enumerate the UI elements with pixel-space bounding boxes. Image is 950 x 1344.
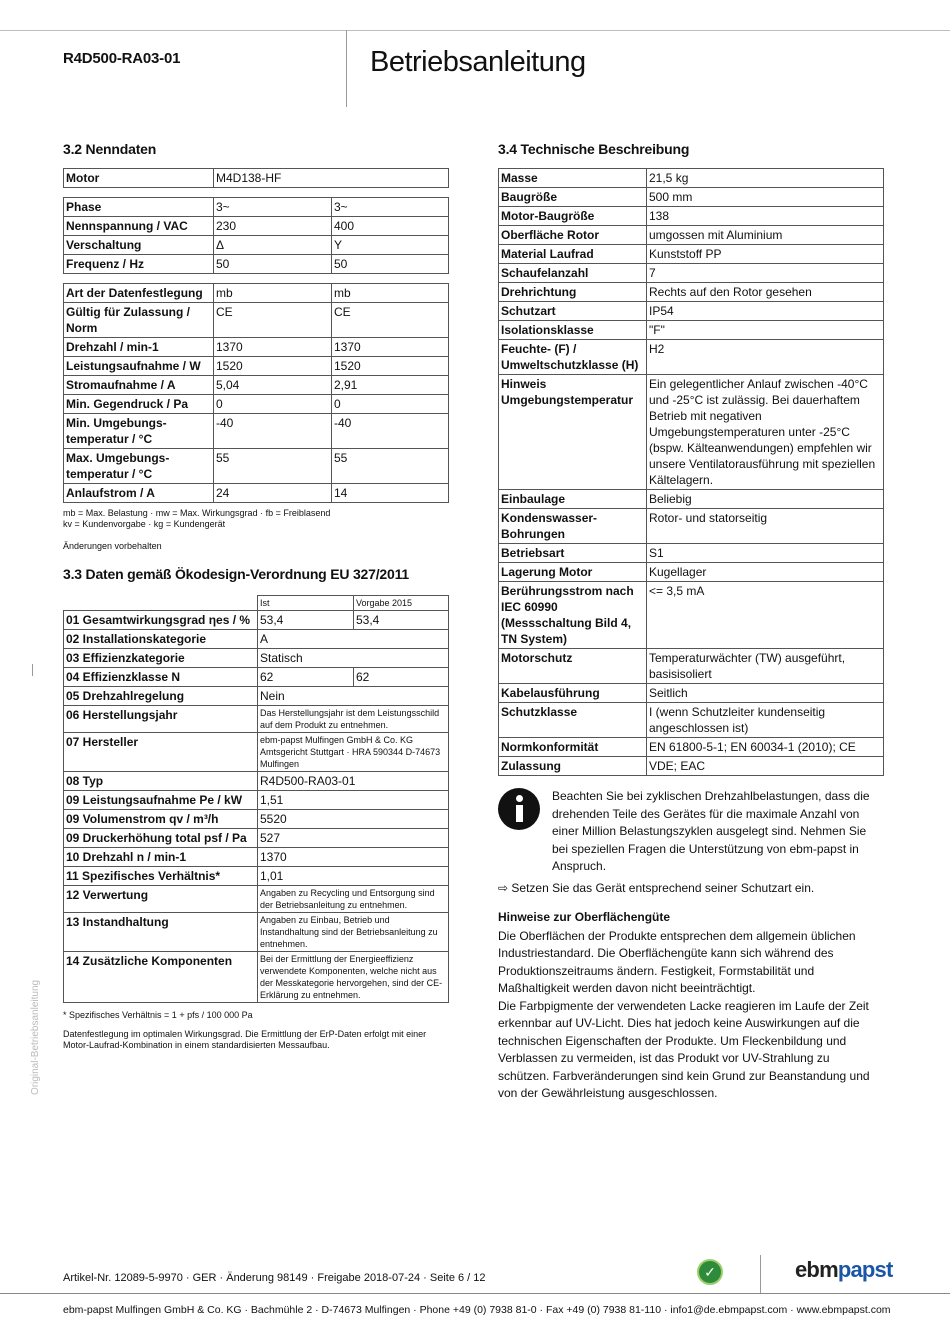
row-value: 138	[647, 207, 884, 226]
row-label: 01 Gesamtwirkungsgrad ηes / %	[64, 611, 258, 630]
info-box	[498, 788, 884, 876]
value-400v: 1520	[332, 357, 449, 376]
table-row	[64, 649, 449, 668]
footer-separator	[760, 1255, 761, 1293]
row-label: Phase	[64, 198, 214, 217]
value-230v: 1370	[214, 338, 332, 357]
footer-rule	[0, 1293, 950, 1294]
row-label: 12 Verwertung	[64, 886, 258, 913]
table-row	[499, 703, 884, 738]
info-icon	[498, 788, 540, 830]
row-value: 7	[647, 264, 884, 283]
row-label: 05 Drehzahlregelung	[64, 687, 258, 706]
changes-note: Änderungen vorbehalten	[63, 541, 162, 551]
value-ist: A	[258, 630, 449, 649]
value-ist: 53,4	[258, 611, 354, 630]
table-row	[64, 376, 449, 395]
row-value: Kunststoff PP	[647, 245, 884, 264]
row-value: <= 3,5 mA	[647, 582, 884, 649]
table-row	[64, 236, 449, 255]
row-label: 13 Instandhaltung	[64, 913, 258, 952]
table-row	[64, 484, 449, 503]
table-row	[499, 684, 884, 703]
row-label: Lagerung Motor	[499, 563, 647, 582]
green-tech-icon: ✓	[697, 1259, 723, 1285]
table-row	[64, 772, 449, 791]
table-row	[499, 375, 884, 490]
table-row	[64, 706, 449, 733]
row-value: Rotor- und statorseitig	[647, 509, 884, 544]
side-label: Original-Betriebsanleitung	[30, 979, 41, 1095]
value-400v: 55	[332, 449, 449, 484]
row-label: Oberfläche Rotor	[499, 226, 647, 245]
row-label: Schaufelanzahl	[499, 264, 647, 283]
table-row	[64, 829, 449, 848]
table-row	[64, 630, 449, 649]
instruction-line: ⇨ Setzen Sie das Gerät entsprechend seiner Schutzart ein.	[498, 880, 815, 895]
table-row	[64, 395, 449, 414]
table-row	[64, 303, 449, 338]
value-ist: Statisch	[258, 649, 449, 668]
row-label: 07 Hersteller	[64, 733, 258, 772]
abbrev-line-1: mb = Max. Belastung · mw = Max. Wirkungsgrad · fb = Freiblasend	[63, 508, 331, 518]
value-vorgabe: 62	[354, 668, 449, 687]
value-vorgabe: 53,4	[354, 611, 449, 630]
value-400v: 2,91	[332, 376, 449, 395]
table-row	[499, 207, 884, 226]
table-row	[64, 791, 449, 810]
row-label: 09 Volumenstrom qv / m³/h	[64, 810, 258, 829]
section-heading-technik: 3.4 Technische Beschreibung	[498, 141, 690, 157]
value-ist: R4D500-RA03-01	[258, 772, 449, 791]
table-row	[499, 321, 884, 340]
row-label: Masse	[499, 169, 647, 188]
value-400v: Y	[332, 236, 449, 255]
row-value: Ein gelegentlicher Anlauf zwischen -40°C und -25°C ist zulässig. Bei dauerhaftem Betrieb mit negativen Umgebungstemperaturen unter -25°C (bspw. Kälteanwendungen) empfehlen wir unsere Ventilatorausführung mit speziellen Kältelagern.	[647, 375, 884, 490]
row-label: 10 Drehzahl n / min-1	[64, 848, 258, 867]
row-label: 02 Installationskategorie	[64, 630, 258, 649]
row-value: Seitlich	[647, 684, 884, 703]
model-number: R4D500-RA03-01	[63, 50, 181, 67]
erp-note: Datenfestlegung im optimalen Wirkungsgrad. Die Ermittlung der ErP-Daten erfolgt mit einer Motor-Laufrad-Kombination in einem standardisierten Messaufbau.	[63, 1029, 427, 1050]
row-value: I (wenn Schutzleiter kundenseitig angeschlossen ist)	[647, 703, 884, 738]
value-230v: CE	[214, 303, 332, 338]
table-row	[64, 733, 449, 772]
row-value: H2	[647, 340, 884, 375]
row-label: Gültig für Zulassung / Norm	[64, 303, 214, 338]
value-400v: 0	[332, 395, 449, 414]
row-value: S1	[647, 544, 884, 563]
table-row	[499, 544, 884, 563]
value-ist: 1370	[258, 848, 449, 867]
table-row	[499, 302, 884, 321]
row-label: Isolationsklasse	[499, 321, 647, 340]
value-ist: ebm-papst Mulfingen GmbH & Co. KG Amtsgericht Stuttgart · HRA 590344 D-74673 Mulfingen	[258, 733, 449, 772]
value-ist: Angaben zu Recycling und Entsorgung sind der Betriebsanleitung zu entnehmen.	[258, 886, 449, 913]
footnote: * Spezifisches Verhältnis = 1 + pfs / 100 000 Pa	[63, 1010, 253, 1020]
value-ist: Das Herstellungsjahr ist dem Leistungsschild auf dem Produkt zu entnehmen.	[258, 706, 449, 733]
abbrev-note	[63, 508, 449, 530]
table-row	[499, 188, 884, 207]
table-row	[64, 217, 449, 236]
row-label: 03 Effizienzkategorie	[64, 649, 258, 668]
row-value: 500 mm	[647, 188, 884, 207]
surface-para-1: Die Oberflächen der Produkte entsprechen dem allgemein üblichen Industriestandard. Die Oberflächengüte kann sich während des Produktionszeitraums ändern. Festigkeit, Formstabilität und Maßhaltigkeit werden davon nicht beeinträchtigt.	[498, 928, 856, 995]
row-value: IP54	[647, 302, 884, 321]
table-row	[499, 245, 884, 264]
table-header-row	[64, 596, 449, 611]
rating-table	[63, 283, 449, 503]
row-value: M4D138-HF	[214, 169, 449, 188]
table-row	[64, 867, 449, 886]
col-vorgabe: Vorgabe 2015	[354, 596, 449, 611]
table-row	[499, 169, 884, 188]
table-row	[64, 338, 449, 357]
row-label: Nennspannung / VAC	[64, 217, 214, 236]
table-row	[64, 810, 449, 829]
row-label: 08 Typ	[64, 772, 258, 791]
table-row	[64, 414, 449, 449]
table-row	[64, 611, 449, 630]
table-row	[64, 255, 449, 274]
tech-table	[498, 168, 884, 776]
table-row	[64, 449, 449, 484]
row-value: "F"	[647, 321, 884, 340]
row-label: 14 Zusätzliche Komponenten	[64, 952, 258, 1003]
value-400v: 400	[332, 217, 449, 236]
row-label: Motor-Baugröße	[499, 207, 647, 226]
value-400v: CE	[332, 303, 449, 338]
row-label: Art der Datenfestlegung	[64, 284, 214, 303]
surface-heading: Hinweise zur Oberflächengüte	[498, 909, 671, 924]
value-230v: mb	[214, 284, 332, 303]
value-230v: 55	[214, 449, 332, 484]
row-label: Stromaufnahme / A	[64, 376, 214, 395]
col-ist: Ist	[258, 596, 354, 611]
section-heading-nenndaten: 3.2 Nenndaten	[63, 141, 157, 157]
table-row	[64, 284, 449, 303]
info-text: Beachten Sie bei zyklischen Drehzahlbelastungen, dass die drehenden Teile des Gerätes für die maximale Anzahl von einer Million Belastungszyklen ausgelegt sind. Nehmen Sie bei speziellen Fragen die Unterstützung von ebm-papst in Anspruch.	[552, 789, 870, 873]
row-label: Min. Umgebungs-temperatur / °C	[64, 414, 214, 449]
table-row	[499, 283, 884, 302]
value-400v: 14	[332, 484, 449, 503]
table-row	[499, 509, 884, 544]
table-row	[64, 848, 449, 867]
row-label: Schutzklasse	[499, 703, 647, 738]
table-row	[64, 913, 449, 952]
value-230v: 1520	[214, 357, 332, 376]
electrical-table	[63, 197, 449, 274]
company-address: ebm-papst Mulfingen GmbH & Co. KG · Bachmühle 2 · D-74673 Mulfingen · Phone +49 (0) 7938 81-0 · Fax +49 (0) 7938 81-110 · info1@de.ebmpapst.com · www.ebmpapst.com	[63, 1304, 891, 1316]
table-row	[64, 668, 449, 687]
row-label: Zulassung	[499, 757, 647, 776]
table-row	[64, 169, 449, 188]
row-label: Motor	[64, 169, 214, 188]
row-label: Leistungsaufnahme / W	[64, 357, 214, 376]
value-230v: 3~	[214, 198, 332, 217]
row-label: Max. Umgebungs-temperatur / °C	[64, 449, 214, 484]
row-label: Frequenz / Hz	[64, 255, 214, 274]
value-ist: 527	[258, 829, 449, 848]
row-label: Drehrichtung	[499, 283, 647, 302]
value-230v: Δ	[214, 236, 332, 255]
section-heading-oekodesign: 3.3 Daten gemäß Ökodesign-Verordnung EU 327/2011	[63, 566, 409, 582]
row-label: 06 Herstellungsjahr	[64, 706, 258, 733]
table-row	[499, 738, 884, 757]
row-label: Motorschutz	[499, 649, 647, 684]
value-ist: 62	[258, 668, 354, 687]
row-label: Baugröße	[499, 188, 647, 207]
header-separator	[346, 30, 347, 107]
ecodesign-table	[63, 595, 449, 1003]
value-ist: Angaben zu Einbau, Betrieb und Instandhaltung sind der Betriebsanleitung zu entnehmen.	[258, 913, 449, 952]
row-label: Schutzart	[499, 302, 647, 321]
table-row	[499, 340, 884, 375]
table-row	[64, 687, 449, 706]
row-label: Anlaufstrom / A	[64, 484, 214, 503]
row-value: EN 61800-5-1; EN 60034-1 (2010); CE	[647, 738, 884, 757]
value-230v: 50	[214, 255, 332, 274]
table-row	[499, 757, 884, 776]
row-value: umgossen mit Aluminium	[647, 226, 884, 245]
value-400v: mb	[332, 284, 449, 303]
company-logo: ebmpapst	[795, 1257, 893, 1282]
row-label: Einbaulage	[499, 490, 647, 509]
row-value: Beliebig	[647, 490, 884, 509]
value-ist: 5520	[258, 810, 449, 829]
table-row	[499, 490, 884, 509]
row-label: Kabelausführung	[499, 684, 647, 703]
row-label: Kondenswasser-Bohrungen	[499, 509, 647, 544]
row-label: Betriebsart	[499, 544, 647, 563]
abbrev-line-2: kv = Kundenvorgabe · kg = Kundengerät	[63, 519, 226, 529]
row-label: Berührungsstrom nach IEC 60990 (Messschaltung Bild 4, TN System)	[499, 582, 647, 649]
table-row	[499, 582, 884, 649]
table-row	[499, 563, 884, 582]
left-column	[63, 141, 449, 1051]
value-400v: 3~	[332, 198, 449, 217]
table-row	[64, 886, 449, 913]
row-value: Rechts auf den Rotor gesehen	[647, 283, 884, 302]
surface-para-2: Die Farbpigmente der verwendeten Lacke reagieren im Laufe der Zeit erkennbar auf UV-Licht. Dies hat jedoch keine Auswirkungen auf die technischen Eigenschaften der Produkte. Um Fleckenbildung und Verblassen zu vermeiden, ist das Produkt vor UV-Strahlung zu schützen. Farbveränderungen sind kein Grund zur Beanstandung und von der Gewährleistung ausgeschlossen.	[498, 998, 870, 1100]
row-label: Min. Gegendruck / Pa	[64, 395, 214, 414]
table-row	[64, 198, 449, 217]
row-label: Verschaltung	[64, 236, 214, 255]
right-column	[498, 141, 884, 1103]
value-400v: 50	[332, 255, 449, 274]
value-230v: 5,04	[214, 376, 332, 395]
value-ist: 1,51	[258, 791, 449, 810]
value-400v: -40	[332, 414, 449, 449]
motor-table	[63, 168, 449, 188]
row-value: Temperaturwächter (TW) ausgeführt, basisisoliert	[647, 649, 884, 684]
row-label: 09 Druckerhöhung total psf / Pa	[64, 829, 258, 848]
article-info: Artikel-Nr. 12089-5-9970 · GER · Änderung 98149 · Freigabe 2018-07-24 · Seite 6 / 12	[63, 1272, 486, 1284]
value-230v: -40	[214, 414, 332, 449]
row-value: 21,5 kg	[647, 169, 884, 188]
value-ist: Bei der Ermittlung der Energieeffizienz verwendete Komponenten, welche nicht aus der Messkategorie hervorgehen, sind der CE-Erklärung zu entnehmen.	[258, 952, 449, 1003]
table-row	[499, 226, 884, 245]
row-label: Material Laufrad	[499, 245, 647, 264]
table-row	[499, 649, 884, 684]
margin-mark	[32, 664, 33, 676]
row-label: 09 Leistungsaufnahme Pe / kW	[64, 791, 258, 810]
row-label: 04 Effizienzklasse N	[64, 668, 258, 687]
row-label: Feuchte- (F) / Umweltschutzklasse (H)	[499, 340, 647, 375]
table-row	[64, 357, 449, 376]
value-230v: 24	[214, 484, 332, 503]
row-label: Hinweis Umgebungstemperatur	[499, 375, 647, 490]
table-row	[64, 952, 449, 1003]
value-ist: Nein	[258, 687, 449, 706]
row-value: VDE; EAC	[647, 757, 884, 776]
value-230v: 0	[214, 395, 332, 414]
row-label: 11 Spezifisches Verhältnis*	[64, 867, 258, 886]
document-title: Betriebsanleitung	[370, 46, 586, 78]
value-400v: 1370	[332, 338, 449, 357]
row-label: Drehzahl / min-1	[64, 338, 214, 357]
value-ist: 1,01	[258, 867, 449, 886]
value-230v: 230	[214, 217, 332, 236]
row-value: Kugellager	[647, 563, 884, 582]
table-row	[499, 264, 884, 283]
header-rule	[0, 30, 950, 31]
row-label: Normkonformität	[499, 738, 647, 757]
